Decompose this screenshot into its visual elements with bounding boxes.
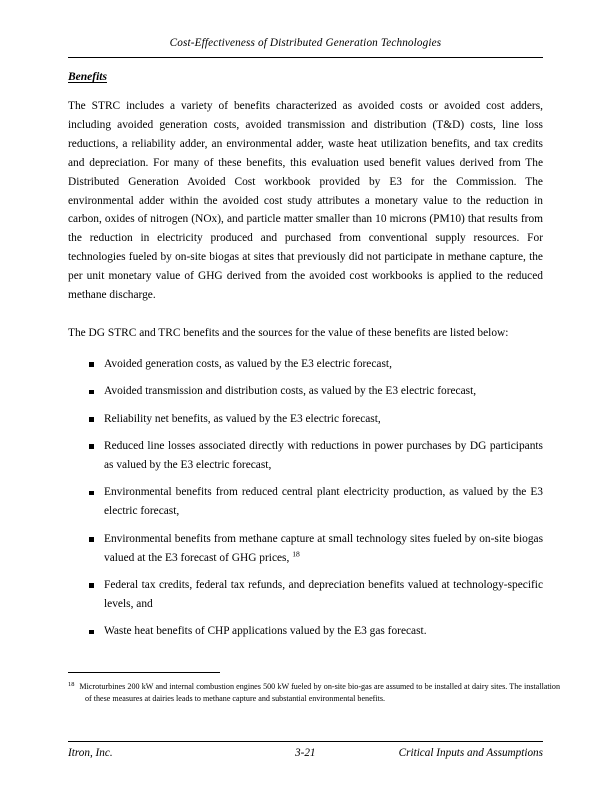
paragraph-benefits-overview: The STRC includes a variety of benefits characterized as avoided costs or avoided cost adders, including avoided generation costs, avoided transmission and distribution (T&D) costs, line loss reductions, a reliability adder, an environmental adder, waste heat utilization benefits, and tax credits and depreciation. For many of these benefits, this evaluation used benefit values derived from The Distributed Generation Avoided Cost workbook provided by E3 for the Commission. The environmental adder within the avoided cost study attributes a monetary value to the reduction in carbon, oxides of nitrogen (NOx), and particle matter smaller than 10 microns (PM10) that results from the reduction in electricity produced and purchased from conventional supply resources. For technologies fueled by on-site biogas at sites that previously did not participate in methane capture, the per unit monetary value of GHG derived from the avoided cost workbooks is applied to the reduced methane discharge. <box>68 100 543 302</box>
square-bullet-icon <box>89 537 94 542</box>
list-item-text: Environmental benefits from methane capture at small technology sites fueled by on-site biogas valued at the E3 forecast of GHG prices, <box>104 532 543 564</box>
page-content <box>68 0 560 792</box>
footer-company-name: Itron, Inc. <box>68 747 113 759</box>
header-divider-rule <box>68 57 543 58</box>
square-bullet-icon <box>89 583 94 588</box>
list-item <box>68 483 543 521</box>
list-item-text: Reduced line losses associated directly with reductions in power purchases by DG participants as valued by the E3 electric forecast, <box>104 439 543 471</box>
section-heading-benefits: Benefits <box>68 71 107 83</box>
square-bullet-icon <box>89 390 94 395</box>
footer-chapter-title: Critical Inputs and Assumptions <box>398 747 543 759</box>
footnote-reference-18[interactable]: 18 <box>292 549 300 559</box>
running-footer <box>68 746 543 761</box>
square-bullet-icon <box>89 417 94 422</box>
list-item <box>68 576 543 614</box>
footer-page-number: 3-21 <box>295 747 316 759</box>
list-item-text: Federal tax credits, federal tax refunds, and depreciation benefits valued at technology-specific levels, and <box>104 578 543 610</box>
list-item <box>68 622 543 641</box>
list-item <box>68 530 543 568</box>
list-item-text: Waste heat benefits of CHP applications valued by the E3 gas forecast. <box>104 625 427 638</box>
footnote-text: Microturbines 200 kW and internal combustion engines 500 kW fueled by on-site bio-gas are assumed to be installed at dairy sites. The installation of these measures at dairies leads to methane capture and substantial environmental benefits. <box>79 682 560 704</box>
list-item <box>68 437 543 475</box>
body-text-block <box>68 97 543 650</box>
square-bullet-icon <box>89 491 94 496</box>
footnote-18 <box>68 681 560 706</box>
list-item-text: Avoided transmission and distribution costs, as valued by the E3 electric forecast, <box>104 385 477 398</box>
list-item <box>68 355 543 374</box>
list-item <box>68 382 543 401</box>
square-bullet-icon <box>89 630 94 635</box>
footer-divider-rule <box>68 741 543 742</box>
list-item <box>68 410 543 429</box>
footnote-marker: 18 <box>68 680 75 688</box>
list-item-text: Avoided generation costs, as valued by the E3 electric forecast, <box>104 357 392 370</box>
running-header <box>68 36 543 50</box>
square-bullet-icon <box>89 444 94 449</box>
list-item-text: Environmental benefits from reduced central plant electricity production, as valued by the E3 electric forecast, <box>104 486 543 518</box>
paragraph-list-intro: The DG STRC and TRC benefits and the sources for the value of these benefits are listed below: <box>68 326 509 339</box>
list-item-text: Reliability net benefits, as valued by the E3 electric forecast, <box>104 412 381 425</box>
benefits-bullet-list <box>68 355 543 641</box>
footnote-separator-rule <box>68 672 220 673</box>
square-bullet-icon <box>89 362 94 367</box>
running-header-title: Cost-Effectiveness of Distributed Generation Technologies <box>169 37 442 49</box>
